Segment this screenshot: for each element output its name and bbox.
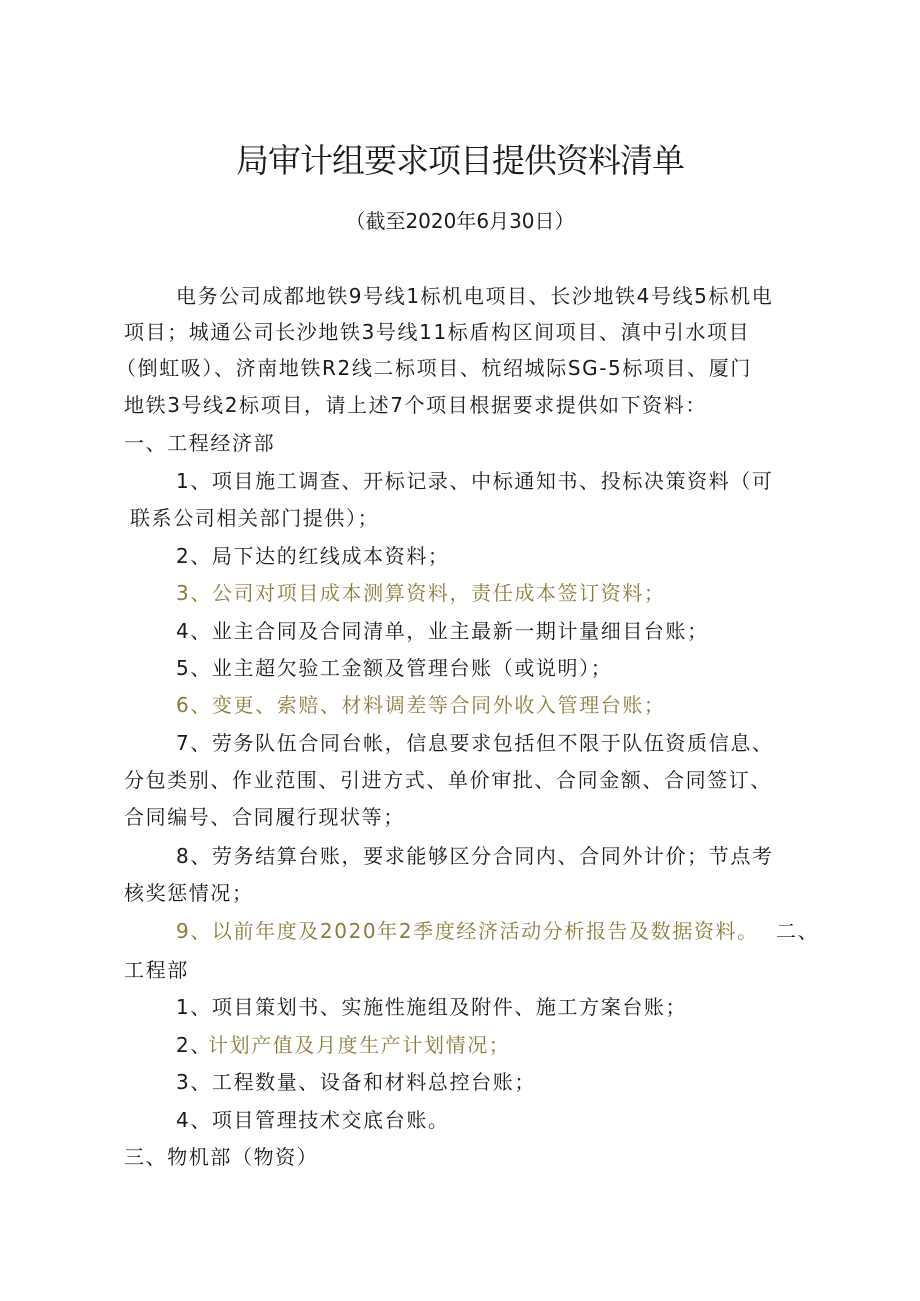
list-item: 3、工程数量、设备和材料总控台账；: [176, 1070, 536, 1094]
intro-line: 项目；城通公司长沙地铁3号线11标盾构区间项目、滇中引水项目: [124, 320, 751, 344]
intro-line: 地铁3号线2标项目，请上述7个项目根据要求提供如下资料：: [124, 393, 707, 417]
list-item-highlighted: 3、公司对项目成本测算资料，责任成本签订资料；: [176, 581, 666, 605]
list-item-highlighted: 6、变更、索赔、材料调差等合同外收入管理台账；: [176, 693, 666, 717]
list-item-highlighted: 9、以前年度及2020年2季度经济活动分析报告及数据资料。: [176, 919, 759, 943]
list-item-highlighted: 计划产值及月度生产计划情况；: [208, 1033, 511, 1057]
list-item: 1、项目策划书、实施性施组及附件、施工方案台账；: [176, 995, 688, 1019]
list-item: 4、业主合同及合同清单，业主最新一期计量细目台账；: [176, 619, 709, 643]
list-item: 联系公司相关部门提供）；: [130, 506, 380, 530]
section-heading: 一、工程经济部: [124, 431, 276, 455]
intro-line: （倒虹吸）、济南地铁R2线二标项目、杭绍城际SG-5标项目、厦门: [116, 356, 752, 380]
intro-line: 电务公司成都地铁9号线1标机电项目、长沙地铁4号线5标机电: [176, 284, 774, 308]
list-item-number: 2、: [176, 1033, 212, 1057]
list-item: 1、项目施工调查、开标记录、中标通知书、投标决策资料（可: [176, 469, 774, 493]
list-item: 合同编号、合同履行现状等；: [124, 805, 405, 829]
list-item: 8、劳务结算台账，要求能够区分合同内、合同外计价；节点考: [176, 844, 774, 868]
list-item: 2、局下达的红线成本资料；: [176, 544, 450, 568]
list-item: 核奖惩情况；: [124, 881, 254, 905]
list-item: 7、劳务队伍合同台帐，信息要求包括但不限于队伍资质信息、: [176, 731, 774, 755]
section-number: 二、: [776, 919, 820, 943]
section-heading: 三、物机部（物资）: [124, 1145, 319, 1169]
list-item: 5、业主超欠验工金额及管理台账（或说明）；: [176, 656, 613, 680]
list-item: 分包类别、作业范围、引进方式、单价审批、合同金额、合同签订、: [124, 768, 772, 792]
page-subtitle: （截至2020年6月30日）: [345, 209, 575, 233]
section-heading: 工程部: [124, 958, 189, 982]
list-item: 4、项目管理技术交底台账。: [176, 1108, 450, 1132]
page-title: 局审计组要求项目提供资料清单: [236, 141, 684, 180]
